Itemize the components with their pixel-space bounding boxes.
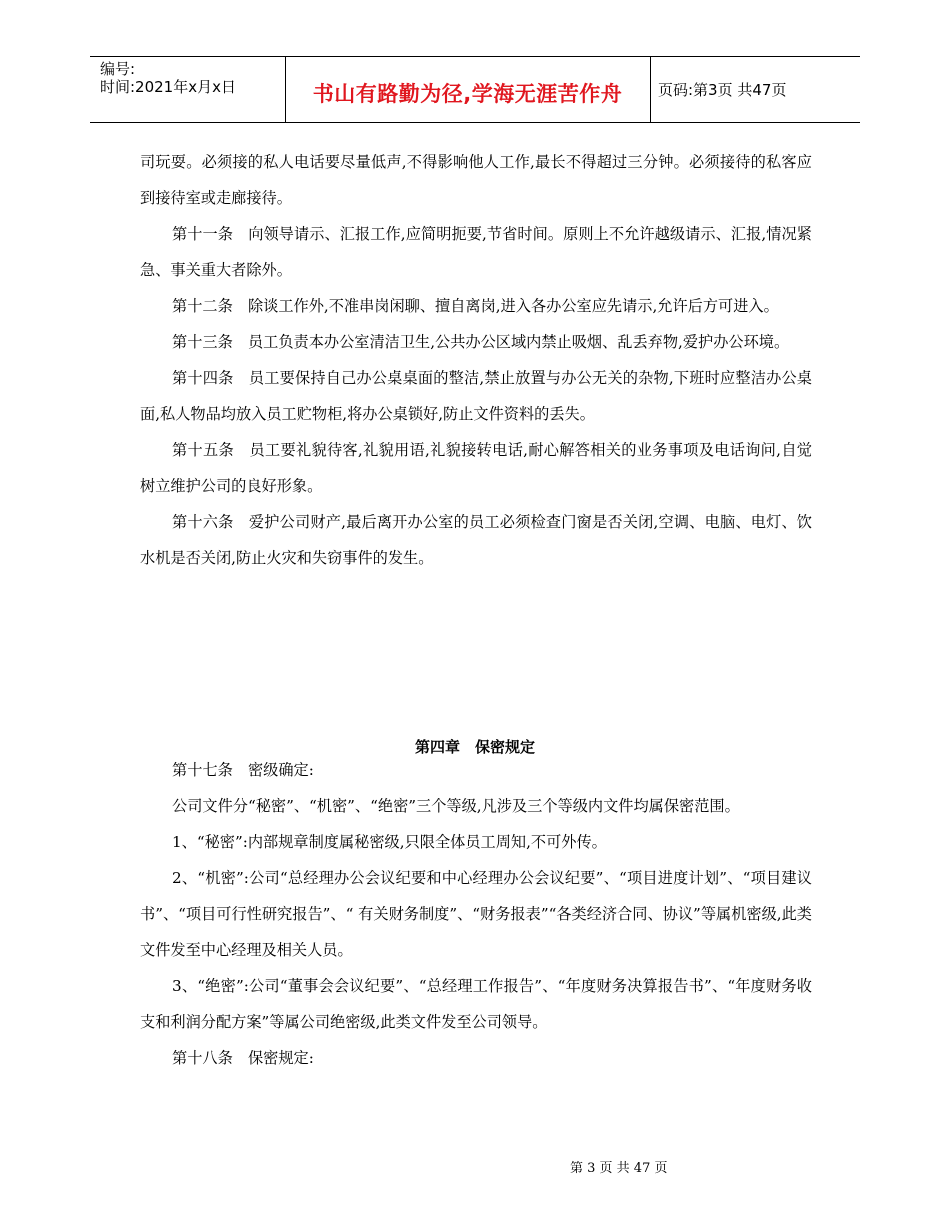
article-12: 第十二条 除谈工作外,不准串岗闲聊、擅自离岗,进入各办公室应先请示,允许后方可进入。 — [172, 297, 779, 315]
header-top-rule — [90, 56, 860, 57]
header-page-label: 页码:第3页 共47页 — [658, 81, 787, 99]
article-13: 第十三条 员工负责本办公室清洁卫生,公共办公区域内禁止吸烟、乱丢弃物,爱护办公环境。 — [172, 333, 790, 351]
header-motto: 书山有路勤为径,学海无涯苦作舟 — [312, 82, 623, 106]
article-17: 第十七条 密级确定: — [172, 761, 314, 779]
header-bottom-rule — [90, 122, 860, 123]
level-secret: 1、“秘密”:内部规章制度属秘密级,只限全体员工周知,不可外传。 — [172, 833, 607, 851]
article-14: 第十四条 员工要保持自己办公桌桌面的整洁,禁止放置与办公无关的杂物,下班时应整洁办公桌面,私人物品均放入员工贮物柜,将办公桌锁好,防止文件资料的丢失。 — [140, 369, 812, 423]
page-footer: 第 3 页 共 47 页 — [570, 1161, 668, 1176]
document-body — [140, 144, 812, 576]
article-16: 第十六条 爱护公司财产,最后离开办公室的员工必须检查门窗是否关闭,空调、电脑、电灯、饮水机是否关闭,防止火灾和失窃事件的发生。 — [140, 513, 812, 567]
header-number-label: 编号: — [100, 60, 136, 78]
article-15: 第十五条 员工要礼貌待客,礼貌用语,礼貌接转电话,耐心解答相关的业务事项及电话询问,自觉树立维护公司的良好形象。 — [140, 441, 812, 495]
header-divider-right — [650, 56, 651, 122]
level-top-secret: 3、“绝密”:公司“董事会会议纪要”、“总经理工作报告”、“年度财务决算报告书”、“年度财务收支和利润分配方案”等属公司绝密级,此类文件发至公司领导。 — [140, 977, 812, 1031]
level-confidential: 2、“机密”:公司“总经理办公会议纪要和中心经理办公会议纪要”、“项目进度计划”、“项目建议书”、“项目可行性研究报告”、“ 有关财务制度”、“财务报表”“各类经济合同、协议”等属机密级,此类文件发至中心经理及相关人员。 — [140, 869, 812, 959]
article-18: 第十八条 保密规定: — [172, 1049, 314, 1067]
chapter-title: 第四章 保密规定 — [414, 738, 535, 756]
header-time-label: 时间:2021年x月x日 — [100, 78, 236, 96]
article-11: 第十一条 向领导请示、汇报工作,应简明扼要,节省时间。原则上不允许越级请示、汇报,情况紧急、事关重大者除外。 — [140, 225, 812, 279]
confidentiality-section — [140, 752, 812, 1076]
classification-intro: 公司文件分“秘密”、“机密”、“绝密”三个等级,凡涉及三个等级内文件均属保密范围。 — [172, 797, 740, 815]
paragraph-continued: 司玩耍。必须接的私人电话要尽量低声,不得影响他人工作,最长不得超过三分钟。必须接待的私客应到接待室或走廊接待。 — [140, 153, 812, 207]
